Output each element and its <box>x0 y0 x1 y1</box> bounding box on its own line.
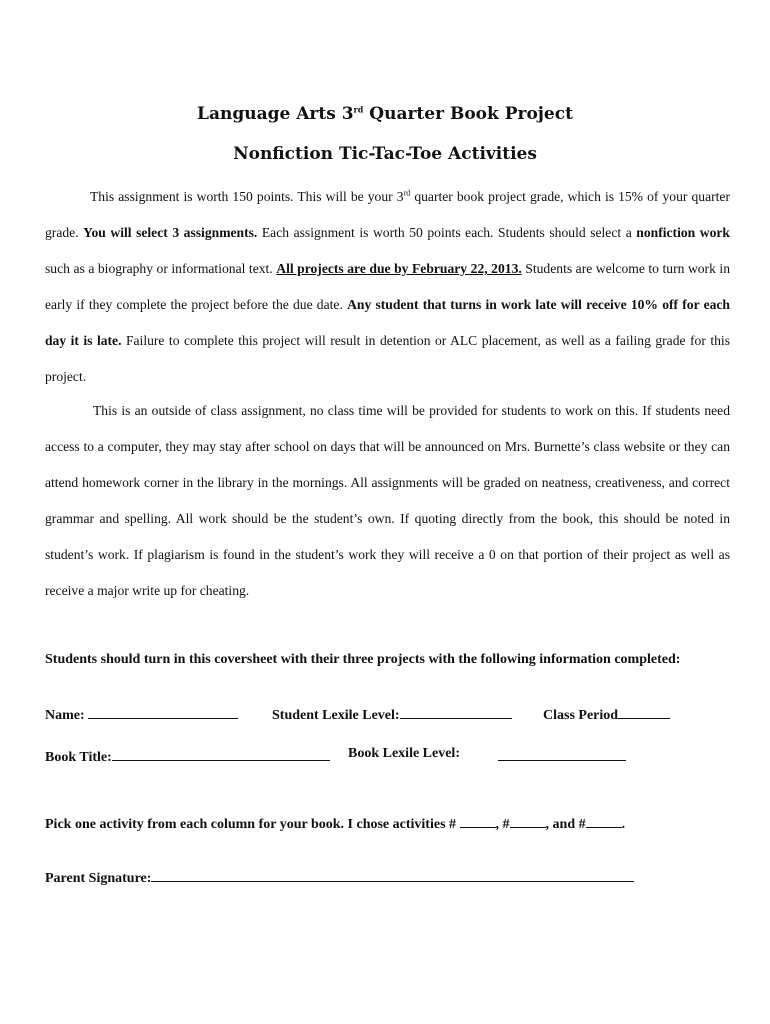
book-lexile-field[interactable] <box>498 746 626 766</box>
name-field[interactable]: Name: <box>45 704 238 724</box>
student-lexile-field[interactable]: Student Lexile Level: <box>272 704 512 724</box>
due-date-notice: All projects are due by February 22, 2013. <box>276 261 522 276</box>
class-period-field[interactable]: Class Period <box>543 704 670 724</box>
book-lexile-label: Book Lexile Level: <box>348 746 460 761</box>
book-title-field[interactable]: Book Title: <box>45 746 330 766</box>
late-policy: Any student that turns in work late will receive 10% off for each day it is late. <box>45 297 730 348</box>
document-subtitle: Nonfiction Tic-Tac-Toe Activities <box>233 144 537 164</box>
parent-signature-field[interactable]: Parent Signature: <box>45 867 634 887</box>
paragraph-work-policy: This is an outside of class assignment, no class time will be provided for students to work on this. If students need access to a computer, they may stay after school on days that will be announced on Mrs. Burnette’s class website or they can attend homework corner in the library in the mornings. All assignments will be graded on neatness, creativeness, and correct grammar and spelling. All work should be the student’s own. If quoting directly from the book, this should be noted in student’s work. If plagiarism is found in the student’s work they will receive a 0 on that portion of their project as well as receive a major write up for cheating. <box>45 403 730 598</box>
activity-choice-field[interactable]: Pick one activity from each column for your book. I chose activities # , # , and # . <box>45 813 625 833</box>
document-title: Language Arts 3rd Quarter Book Project <box>197 104 573 124</box>
paragraph-assignment-info: This assignment is worth 150 points. This will be your 3rd quarter book project grade, which is 15% of your quarter grade. You will select 3 assignments. Each assignment is worth 50 points each. Students should select a nonfiction work such as a biography or informational text. All projects are due by February 22, 2013. Students are welcome to turn work in early if they complete the project before the due date. Any student that turns in work late will receive 10% off for each day it is late. Failure to complete this project will result in detention or ALC placement, as well as a failing grade for this project. <box>45 188 730 384</box>
coversheet-instructions: Students should turn in this coversheet with their three projects with the following information completed: <box>45 652 681 667</box>
